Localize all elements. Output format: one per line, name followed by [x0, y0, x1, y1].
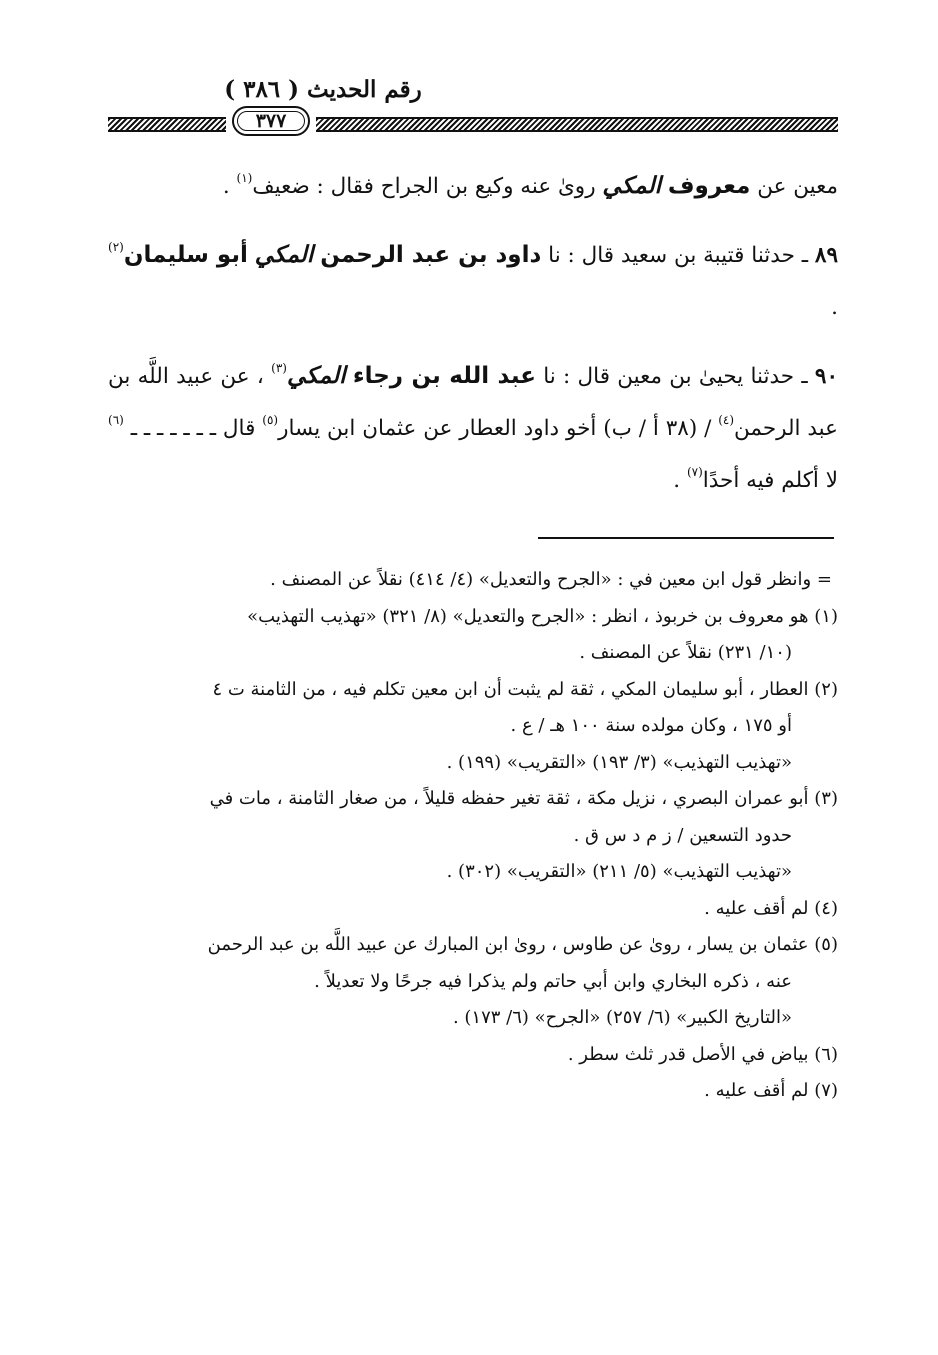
- text-run: .: [222, 174, 237, 199]
- text-run: ، عن عبيد اللَّه بن عبد الرحمن: [108, 364, 838, 441]
- footnote-continuation: = وانظر قول ابن معين في : «الجرح والتعديل» (٤/ ٤١٤) نقلاً عن المصنف .: [270, 569, 832, 590]
- footnote-2-cont: أو ١٧٥ ، وكان مولده سنة ١٠٠ هـ / ع .: [510, 715, 792, 736]
- hadith-number: ٨٩: [814, 243, 838, 268]
- text-run: لا أكلم فيه أحدًا: [702, 468, 838, 493]
- text-run: .: [673, 468, 687, 493]
- footnote-2: (٢) العطار ، أبو سليمان المكي ، ثقة لم يثبت أن ابن معين تكلم فيه ، من الثامنة ت ٤: [212, 678, 838, 700]
- narrator-name: عبد الله بن رجاء: [352, 363, 536, 389]
- footnote-3-cont: حدود التسعين / ز م د س ق .: [573, 824, 792, 846]
- text-run: روىٰ عنه وكيع بن الجراح فقال : ضعيف: [252, 174, 603, 199]
- footnote-ref: (٣): [271, 361, 287, 375]
- main-text: [108, 160, 838, 507]
- text-run: / (٣٨ أ / ب) أخو داود العطار عن عثمان ابن يسار: [278, 416, 719, 441]
- narrator-name: داود بن عبد الرحمن: [320, 242, 542, 268]
- page-number-badge: [232, 106, 310, 136]
- narrator-kunya: أبو سليمان: [123, 242, 248, 268]
- footnote-ref: (٧): [686, 465, 703, 479]
- narrator-nisba: المكي: [286, 363, 346, 389]
- footnote-3: (٣) أبو عمران البصري ، نزيل مكة ، ثقة تغير حفظه قليلاً ، من صغار الثامنة ، مات في: [209, 788, 838, 809]
- footnote-ref: (١): [236, 171, 253, 185]
- footnote-ref: (٦): [108, 413, 124, 427]
- header-rule-right: [316, 117, 838, 132]
- paragraph-continuation: [108, 160, 838, 213]
- text-run: ـ حدثنا يحيىٰ بن معين قال : نا: [535, 364, 815, 389]
- text-run: معين عن: [750, 174, 838, 199]
- footnote-4: (٤) لم أقف عليه .: [704, 897, 838, 919]
- hadith-number: ٩٠: [814, 364, 839, 389]
- narrator-nisba: المكي: [254, 242, 314, 268]
- narrator-name: معروف: [667, 173, 751, 199]
- footnote-3-source: «تهذيب التهذيب» (٥/ ٢١١) «التقريب» (٣٠٢) .: [446, 861, 792, 882]
- text-run: .: [831, 295, 838, 320]
- footnote-2-source: «تهذيب التهذيب» (٣/ ١٩٣) «التقريب» (١٩٩) .: [446, 751, 792, 773]
- footnote-1: (١) هو معروف بن خربوذ ، انظر : «الجرح والتعديل» (٨/ ٣٢١) «تهذيب التهذيب»: [247, 605, 838, 627]
- footnote-5-source: «التاريخ الكبير» (٦/ ٢٥٧) «الجرح» (٦/ ١٧٣) .: [452, 1007, 792, 1028]
- footnote-7: (٧) لم أقف عليه .: [704, 1080, 838, 1101]
- text-run: قال ـ ـ ـ ـ ـ ـ ـ: [123, 416, 263, 441]
- narrator-nisba: المكي: [602, 173, 661, 199]
- running-title: رقم الحديث ( ٣٨٦ ): [224, 76, 422, 103]
- footnotes: [108, 562, 838, 1110]
- footnote-ref: (٢): [108, 240, 124, 254]
- footnote-ref: (٤): [718, 413, 735, 427]
- footnote-1-cont: (١٠/ ٢٣١) نقلاً عن المصنف .: [579, 642, 792, 663]
- footnote-divider: [538, 537, 834, 539]
- hadith-89: [108, 229, 838, 334]
- page-header: [108, 70, 838, 140]
- footnote-6: (٦) بياض في الأصل قدر ثلث سطر .: [567, 1043, 838, 1065]
- hadith-90: [108, 350, 838, 507]
- footnote-5-cont: عنه ، ذكره البخاري وابن أبي حاتم ولم يذكرا فيه جرحًا ولا تعديلاً .: [314, 970, 792, 992]
- footnote-5: (٥) عثمان بن يسار ، روىٰ عن طاوس ، روىٰ ابن المبارك عن عبيد اللَّه بن عبد الرحمن: [207, 934, 838, 955]
- footnote-ref: (٥): [262, 413, 279, 427]
- header-rule-left: [108, 117, 226, 132]
- page-number: ٣٧٧: [255, 110, 287, 132]
- text-run: ـ حدثنا قتيبة بن سعيد قال : نا: [541, 243, 815, 268]
